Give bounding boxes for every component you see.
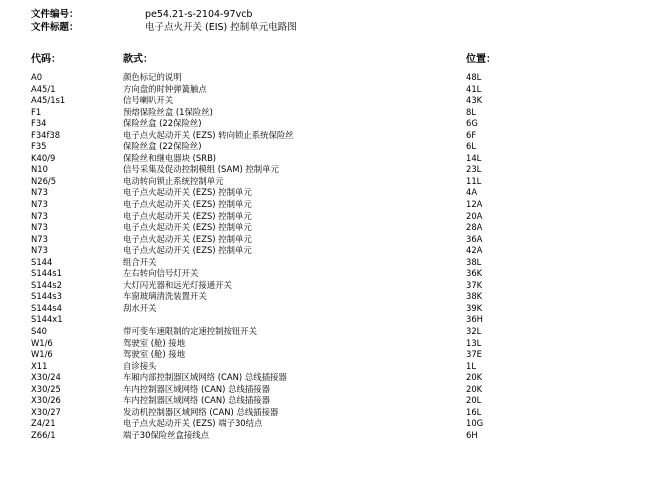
- row-description: 保险丝和继电器块 (SRB): [123, 152, 217, 163]
- column-header-style: 款式：: [123, 54, 153, 65]
- column-header-code: 代码：: [31, 54, 61, 65]
- row-code: F34: [31, 118, 47, 129]
- row-description: 电子点火起动开关 (EZS) 控制单元: [123, 245, 252, 256]
- table-row: [0, 222, 667, 234]
- doc-title-value: 电子点火开关 (EIS) 控制单元电路图: [145, 22, 297, 33]
- row-description: 电子点火起动开关 (EZS) 控制单元: [123, 222, 252, 233]
- row-position: 6F: [466, 129, 477, 140]
- row-code: S144s4: [31, 302, 62, 313]
- table-row: [0, 303, 667, 315]
- row-position: 20K: [466, 372, 483, 383]
- row-code: N10: [31, 164, 48, 175]
- table-row: [0, 187, 667, 199]
- row-position: 36H: [466, 314, 483, 325]
- column-header-position: 位置：: [466, 54, 496, 65]
- row-position: 42A: [466, 245, 483, 256]
- row-position: 10G: [466, 418, 484, 429]
- row-description: 信号喇叭开关: [123, 95, 174, 106]
- row-description: 车厢内部控制器区域网络 (CAN) 总线插接器: [123, 372, 287, 383]
- row-description: 电子点火起动开关 (EZS) 控制单元: [123, 233, 252, 244]
- row-position: 20L: [466, 395, 482, 406]
- doc-title-label: 文件标题：: [31, 22, 79, 33]
- row-code: W1/6: [31, 337, 53, 348]
- row-position: 37K: [466, 279, 483, 290]
- row-code: N26/5: [31, 175, 57, 186]
- table-row: [0, 407, 667, 419]
- table-row: [0, 107, 667, 119]
- row-description: 信号采集及促动控制模组 (SAM) 控制单元: [123, 164, 279, 175]
- table-row: [0, 361, 667, 373]
- row-description: 电子点火起动开关 (EZS) 控制单元: [123, 187, 252, 198]
- row-position: 12A: [466, 199, 483, 210]
- row-description: 大灯闪光器和远光灯接通开关: [123, 279, 232, 290]
- row-position: 11L: [466, 175, 482, 186]
- row-code: N73: [31, 187, 48, 198]
- row-description: 端子30保险丝盒接线点: [123, 429, 210, 440]
- table-row: [0, 372, 667, 384]
- table-row: [0, 164, 667, 176]
- row-code: S144: [31, 256, 53, 267]
- row-description: 车窗玻璃清洗装置开关: [123, 291, 207, 302]
- table-row: [0, 84, 667, 96]
- row-position: 1L: [466, 360, 476, 371]
- row-description: 电子点火起动开关 (EZS) 转向锁止系统保险丝: [123, 129, 294, 140]
- row-code: S144s3: [31, 291, 62, 302]
- table-row: [0, 349, 667, 361]
- component-list: [0, 72, 667, 442]
- doc-number-label: 文件编号：: [31, 9, 79, 20]
- row-position: 16L: [466, 406, 482, 417]
- table-row: [0, 141, 667, 153]
- row-position: 36A: [466, 233, 483, 244]
- row-description: 发动机控制器区域网络 (CAN) 总线插接器: [123, 406, 279, 417]
- row-position: 4A: [466, 187, 478, 198]
- table-row: [0, 338, 667, 350]
- table-row: [0, 118, 667, 130]
- row-position: 8L: [466, 106, 476, 117]
- row-position: 39K: [466, 302, 483, 313]
- row-position: 6G: [466, 118, 478, 129]
- row-code: A45/1: [31, 83, 56, 94]
- table-row: [0, 280, 667, 292]
- row-description: 自诊接头: [123, 360, 157, 371]
- row-description: 车内控制器区域网络 (CAN) 总线插接器: [123, 383, 270, 394]
- row-code: S144x1: [31, 314, 63, 325]
- row-position: 23L: [466, 164, 482, 175]
- row-description: 电子点火起动开关 (EZS) 控制单元: [123, 210, 252, 221]
- table-row: [0, 326, 667, 338]
- row-code: Z66/1: [31, 429, 56, 440]
- row-code: X11: [31, 360, 48, 371]
- table-row: [0, 314, 667, 326]
- row-description: 保险丝盒 (22保险丝): [123, 118, 202, 129]
- row-description: 左右转向信号灯开关: [123, 268, 199, 279]
- table-row: [0, 418, 667, 430]
- row-description: 电动转向锁止系统控制单元: [123, 175, 224, 186]
- row-description: 方向盘的时钟弹簧触点: [123, 83, 207, 94]
- row-code: N73: [31, 233, 48, 244]
- row-code: S40: [31, 326, 47, 337]
- row-position: 14L: [466, 152, 482, 163]
- row-code: F1: [31, 106, 42, 117]
- row-position: 32L: [466, 326, 482, 337]
- row-position: 43K: [466, 95, 483, 106]
- table-row: [0, 291, 667, 303]
- row-description: 刮水开关: [123, 302, 157, 313]
- row-description: 电子点火起动开关 (EZS) 端子30结点: [123, 418, 263, 429]
- row-position: 36K: [466, 268, 483, 279]
- row-position: 20A: [466, 210, 483, 221]
- table-row: [0, 430, 667, 442]
- row-position: 38K: [466, 291, 483, 302]
- row-description: 车内控制器区域网络 (CAN) 总线插接器: [123, 395, 270, 406]
- row-code: F35: [31, 141, 47, 152]
- doc-number-value: pe54.21-s-2104-97vcb: [145, 9, 253, 20]
- table-row: [0, 384, 667, 396]
- row-position: 41L: [466, 83, 482, 94]
- row-position: 38L: [466, 256, 482, 267]
- row-position: 6L: [466, 141, 476, 152]
- row-code: W1/6: [31, 349, 53, 360]
- row-position: 48L: [466, 72, 482, 82]
- row-code: F34f38: [31, 129, 61, 140]
- table-row: [0, 130, 667, 142]
- row-position: 20K: [466, 383, 483, 394]
- table-row: [0, 95, 667, 107]
- row-description: 带可变车速限制的定速控制按钮开关: [123, 326, 257, 337]
- row-description: 驾驶室 (舱) 接地: [123, 349, 186, 360]
- row-position: 37E: [466, 349, 482, 360]
- row-position: 13L: [466, 337, 482, 348]
- row-description: 保险丝盒 (22保险丝): [123, 141, 202, 152]
- row-code: N73: [31, 245, 48, 256]
- row-code: S144s2: [31, 279, 62, 290]
- row-code: Z4/21: [31, 418, 56, 429]
- table-row: [0, 199, 667, 211]
- table-row: [0, 211, 667, 223]
- row-description: 电子点火起动开关 (EZS) 控制单元: [123, 199, 252, 210]
- row-code: X30/25: [31, 383, 61, 394]
- row-code: X30/27: [31, 406, 61, 417]
- row-code: A45/1s1: [31, 95, 66, 106]
- row-code: S144s1: [31, 268, 62, 279]
- row-code: K40/9: [31, 152, 56, 163]
- row-code: N73: [31, 210, 48, 221]
- row-description: 颜色标记的说明: [123, 72, 182, 82]
- row-description: 驾驶室 (舱) 接地: [123, 337, 186, 348]
- table-row: [0, 268, 667, 280]
- row-code: N73: [31, 199, 48, 210]
- table-row: [0, 176, 667, 188]
- table-row: [0, 257, 667, 269]
- row-code: N73: [31, 222, 48, 233]
- row-position: 28A: [466, 222, 483, 233]
- table-row: [0, 395, 667, 407]
- row-position: 6H: [466, 429, 478, 440]
- table-row: [0, 234, 667, 246]
- row-description: 预熔保险丝盒 (1保险丝): [123, 106, 213, 117]
- table-row: [0, 72, 667, 84]
- row-code: A0: [31, 72, 43, 82]
- row-description: 组合开关: [123, 256, 157, 267]
- table-row: [0, 245, 667, 257]
- row-code: X30/26: [31, 395, 61, 406]
- row-code: X30/24: [31, 372, 61, 383]
- table-row: [0, 153, 667, 165]
